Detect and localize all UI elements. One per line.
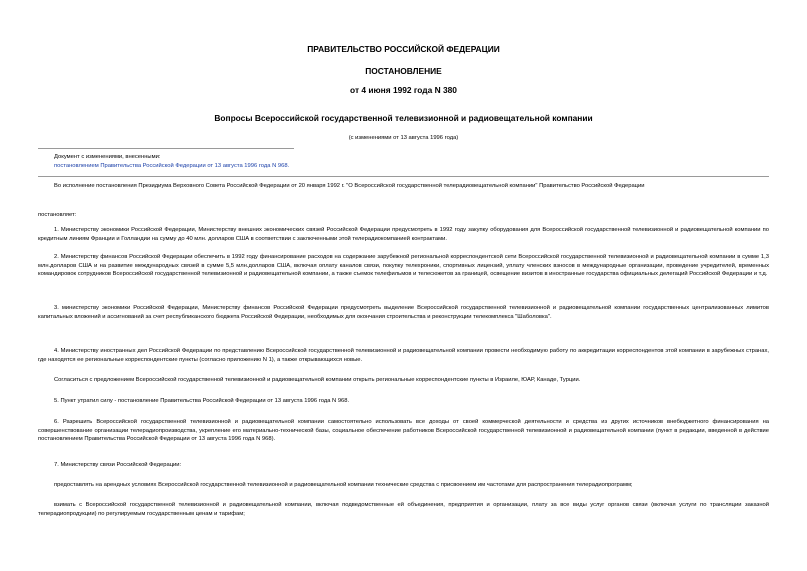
note-top-divider [38, 148, 294, 149]
paragraph-1: 1. Министерству экономики Российской Федерации, Министерству внешних экономических связей Российской Федерации предусмотреть в 1992 году закупку оборудования для Всероссийской государственной телевизионной и радиовещательной компании по кредитным линиям Франции и Голландии на сумму до 40 млн. долларов США в соответствии с заключенными этой телерадиокомпанией контрактами. [38, 227, 769, 242]
amendments-note: (с изменениями от 13 августа 1996 года) [348, 135, 459, 141]
paragraph-3: 3. министерству экономики Российской Федерации, Министерству финансов Российской Федерации предусмотреть выделение Всероссийской государственной телевизионной и радиовещательной компании государственных централизованных лимитов капитальных вложений и ассигнований за счет республиканского бюджета Российской Федерации, необходимых для окончания строительства и реконструкции телекомплекса "Шаболовка". [38, 305, 769, 320]
paragraph-7b: взимать с Всероссийской государственной телевизионной и радиовещательной компании, включая подведомственные ей объединения, предприятия и организации, плату за все виды услуг органов связи (включая услуги по трансляции заказной телерадиопродукции) по регулируемым государственным ценам и тарифам; [38, 502, 769, 517]
resolves-label: постановляет: [38, 212, 77, 218]
paragraph-7: 7. Министерству связи Российской Федерации: [54, 462, 182, 468]
paragraph-4-addendum: Согласиться с предложением Всероссийской государственной телевизионной и радиовещательной компании открыть региональные корреспондентские пункты в Израиле, ЮАР, Канаде, Турции. [54, 377, 581, 383]
paragraph-5: 5. Пункт утратил силу - постановление Правительства Российской Федерации от 13 августа 1996 года N 968. [54, 398, 350, 404]
amendments-label: Документ с изменениями, внесенными: [54, 154, 161, 160]
government-heading: ПРАВИТЕЛЬСТВО РОССИЙСКОЙ ФЕДЕРАЦИИ [307, 44, 500, 54]
intro-paragraph: Во исполнение постановления Президиума Верховного Совета Российской Федерации от 20 января 1992 г. "О Всероссийской государственной телерадиовещательной компании" Правительство Российской Федерации [54, 183, 645, 189]
paragraph-2: 2. Министерству финансов Российской Федерации обеспечить в 1992 году финансирование расходов на содержание зарубежной региональной корреспондентской сети Всероссийской государственной телевизионной и радиовещательной компании в сумме 1,3 млн.долларов США и на развитие международных связей в сумме 5,5 млн.долларов США, включая оплату каналов связи, покупку телехроники, спортивных лицензий, уплату членских взносов в международные организации, проведение учредителей, временных командировок сотрудников Всероссийской государственной телевизионной и радиовещательной компании, а также съемок телефильмов и телесюжетов за границей, освещение визитов в иностранные государства официальных делегаций Российской Федерации и т.д. [38, 254, 769, 277]
document-type-heading: ПОСТАНОВЛЕНИЕ [365, 66, 442, 76]
date-number-heading: от 4 июня 1992 года N 380 [350, 85, 457, 95]
document-title: Вопросы Всероссийской государственной телевизионной и радиовещательной компании [214, 113, 593, 123]
paragraph-6: 6. Разрешить Всероссийской государственной телевизионной и радиовещательной компании самостоятельно использовать все доходы от своей коммерческой деятельности и средства из других источников внебюджетного финансирования на совершенствование организации телерадиопроизводства, укрепление его материально-технической базы, социальное обеспечение работников Всероссийской государственной телевизионной и радиовещательной компании (пункт в редакции, введенной в действие постановлением Правительства Российской Федерации от 13 августа 1996 года N 968). [38, 419, 769, 442]
note-bottom-divider [38, 176, 769, 177]
paragraph-7a: предоставлять на арендных условиях Всероссийской государственной телевизионной и радиовещательной компании технические средства с присвоением им частотами для распространения телерадиопрограмм; [54, 482, 633, 488]
paragraph-4: 4. Министерству иностранных дел Российской Федерации по представлению Всероссийской государственной телевизионной и радиовещательной компании провести необходимую работу по аккредитации корреспондентов этой компании в зарубежных странах, где находятся ее региональные корреспондентские пункты (согласно приложению N 1), а также открывающихся новые. [38, 348, 769, 363]
amendment-link[interactable]: постановлением Правительства Российской Федерации от 13 августа 1996 года N 968. [54, 163, 290, 169]
